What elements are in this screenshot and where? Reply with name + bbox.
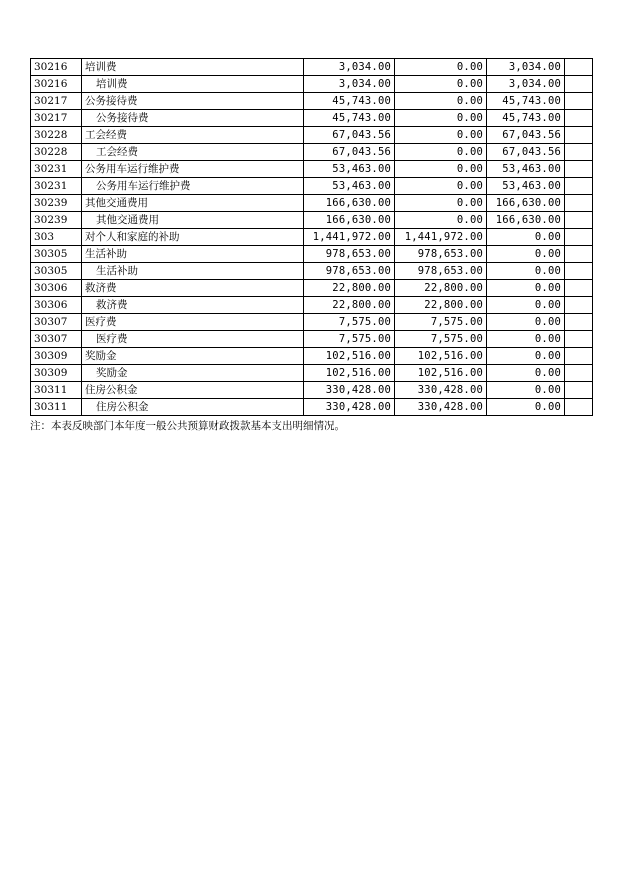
cell-subject-code: 30216: [31, 59, 82, 76]
cell-public-expense: 45,743.00: [487, 93, 565, 110]
cell-public-expense: 0.00: [487, 297, 565, 314]
cell-total: 330,428.00: [304, 399, 395, 416]
table-row: [31, 212, 593, 229]
cell-personnel-expense: 0.00: [395, 110, 487, 127]
cell-subject-name: 其他交通费用: [82, 195, 304, 212]
cell-personnel-expense: 978,653.00: [395, 246, 487, 263]
table-footnote: 注：本表反映部门本年度一般公共预算财政拨款基本支出明细情况。: [30, 420, 345, 432]
cell-total: 45,743.00: [304, 93, 395, 110]
cell-subject-name: 工会经费: [82, 144, 304, 161]
cell-public-expense: 67,043.56: [487, 127, 565, 144]
cell-subject-code: 30305: [31, 246, 82, 263]
cell-public-expense: 53,463.00: [487, 178, 565, 195]
cell-subject-code: 30307: [31, 331, 82, 348]
cell-personnel-expense: 0.00: [395, 195, 487, 212]
cell-public-expense: 0.00: [487, 314, 565, 331]
cell-personnel-expense: 0.00: [395, 59, 487, 76]
cell-subject-code: 30231: [31, 178, 82, 195]
table-row: [31, 178, 593, 195]
cell-public-expense: 0.00: [487, 348, 565, 365]
cell-blank: [565, 331, 593, 348]
cell-personnel-expense: 22,800.00: [395, 297, 487, 314]
cell-personnel-expense: 7,575.00: [395, 331, 487, 348]
table-row: [31, 144, 593, 161]
cell-public-expense: 0.00: [487, 382, 565, 399]
cell-total: 166,630.00: [304, 212, 395, 229]
cell-subject-code: 30311: [31, 382, 82, 399]
basic-expenditure-table: [30, 58, 593, 416]
cell-total: 53,463.00: [304, 178, 395, 195]
cell-subject-name: 培训费: [82, 76, 304, 93]
table-row: [31, 365, 593, 382]
cell-personnel-expense: 7,575.00: [395, 314, 487, 331]
table-row: [31, 76, 593, 93]
cell-public-expense: 3,034.00: [487, 76, 565, 93]
table-row: [31, 382, 593, 399]
cell-personnel-expense: 330,428.00: [395, 382, 487, 399]
cell-total: 22,800.00: [304, 297, 395, 314]
cell-subject-name: 培训费: [82, 59, 304, 76]
cell-total: 166,630.00: [304, 195, 395, 212]
cell-total: 102,516.00: [304, 348, 395, 365]
cell-personnel-expense: 0.00: [395, 212, 487, 229]
cell-blank: [565, 110, 593, 127]
cell-subject-code: 30228: [31, 144, 82, 161]
cell-blank: [565, 144, 593, 161]
cell-blank: [565, 382, 593, 399]
table-row: [31, 93, 593, 110]
cell-personnel-expense: 102,516.00: [395, 365, 487, 382]
table-row: [31, 246, 593, 263]
cell-total: 67,043.56: [304, 144, 395, 161]
cell-subject-code: 30217: [31, 110, 82, 127]
cell-subject-code: 30239: [31, 195, 82, 212]
cell-blank: [565, 399, 593, 416]
cell-subject-name: 公务用车运行维护费: [82, 161, 304, 178]
cell-blank: [565, 229, 593, 246]
budget-sheet: [30, 58, 562, 433]
cell-personnel-expense: 0.00: [395, 93, 487, 110]
table-row: [31, 263, 593, 280]
cell-subject-name: 医疗费: [82, 314, 304, 331]
cell-blank: [565, 76, 593, 93]
cell-total: 330,428.00: [304, 382, 395, 399]
cell-blank: [565, 195, 593, 212]
cell-subject-name: 对个人和家庭的补助: [82, 229, 304, 246]
cell-total: 53,463.00: [304, 161, 395, 178]
cell-subject-name: 其他交通费用: [82, 212, 304, 229]
table-row: [31, 59, 593, 76]
cell-blank: [565, 348, 593, 365]
cell-personnel-expense: 1,441,972.00: [395, 229, 487, 246]
cell-blank: [565, 246, 593, 263]
cell-total: 45,743.00: [304, 110, 395, 127]
cell-subject-name: 救济费: [82, 280, 304, 297]
cell-subject-name: 生活补助: [82, 246, 304, 263]
cell-subject-name: 公务接待费: [82, 93, 304, 110]
cell-total: 3,034.00: [304, 59, 395, 76]
table-row: [31, 348, 593, 365]
cell-blank: [565, 93, 593, 110]
cell-subject-name: 救济费: [82, 297, 304, 314]
cell-subject-code: 30217: [31, 93, 82, 110]
cell-blank: [565, 280, 593, 297]
cell-subject-code: 30306: [31, 297, 82, 314]
cell-public-expense: 0.00: [487, 399, 565, 416]
cell-personnel-expense: 0.00: [395, 144, 487, 161]
cell-subject-name: 奖励金: [82, 365, 304, 382]
cell-blank: [565, 314, 593, 331]
cell-subject-name: 公务用车运行维护费: [82, 178, 304, 195]
cell-public-expense: 45,743.00: [487, 110, 565, 127]
cell-subject-code: 303: [31, 229, 82, 246]
cell-subject-name: 奖励金: [82, 348, 304, 365]
cell-public-expense: 166,630.00: [487, 195, 565, 212]
cell-public-expense: 0.00: [487, 331, 565, 348]
cell-blank: [565, 59, 593, 76]
cell-subject-name: 住房公积金: [82, 382, 304, 399]
cell-personnel-expense: 0.00: [395, 161, 487, 178]
cell-total: 7,575.00: [304, 314, 395, 331]
cell-blank: [565, 263, 593, 280]
table-row: [31, 110, 593, 127]
table-row: [31, 229, 593, 246]
cell-public-expense: 53,463.00: [487, 161, 565, 178]
cell-personnel-expense: 0.00: [395, 76, 487, 93]
cell-public-expense: 3,034.00: [487, 59, 565, 76]
table-row: [31, 195, 593, 212]
table-row: [31, 399, 593, 416]
table-body: [31, 59, 593, 416]
cell-subject-code: 30309: [31, 365, 82, 382]
table-row: [31, 280, 593, 297]
cell-public-expense: 166,630.00: [487, 212, 565, 229]
cell-personnel-expense: 0.00: [395, 178, 487, 195]
cell-subject-code: 30311: [31, 399, 82, 416]
cell-total: 7,575.00: [304, 331, 395, 348]
cell-personnel-expense: 102,516.00: [395, 348, 487, 365]
cell-subject-name: 医疗费: [82, 331, 304, 348]
cell-subject-name: 生活补助: [82, 263, 304, 280]
cell-public-expense: 0.00: [487, 229, 565, 246]
cell-subject-name: 工会经费: [82, 127, 304, 144]
table-row: [31, 297, 593, 314]
cell-public-expense: 0.00: [487, 246, 565, 263]
cell-total: 978,653.00: [304, 263, 395, 280]
cell-subject-code: 30231: [31, 161, 82, 178]
cell-total: 102,516.00: [304, 365, 395, 382]
cell-public-expense: 0.00: [487, 263, 565, 280]
cell-total: 22,800.00: [304, 280, 395, 297]
cell-personnel-expense: 0.00: [395, 127, 487, 144]
cell-subject-code: 30305: [31, 263, 82, 280]
cell-subject-name: 公务接待费: [82, 110, 304, 127]
cell-subject-code: 30306: [31, 280, 82, 297]
cell-subject-name: 住房公积金: [82, 399, 304, 416]
cell-total: 978,653.00: [304, 246, 395, 263]
cell-blank: [565, 127, 593, 144]
cell-subject-code: 30239: [31, 212, 82, 229]
cell-personnel-expense: 978,653.00: [395, 263, 487, 280]
cell-subject-code: 30216: [31, 76, 82, 93]
table-row: [31, 331, 593, 348]
cell-public-expense: 67,043.56: [487, 144, 565, 161]
cell-public-expense: 0.00: [487, 365, 565, 382]
cell-total: 67,043.56: [304, 127, 395, 144]
cell-personnel-expense: 330,428.00: [395, 399, 487, 416]
cell-total: 3,034.00: [304, 76, 395, 93]
table-row: [31, 314, 593, 331]
cell-blank: [565, 178, 593, 195]
cell-blank: [565, 161, 593, 178]
cell-total: 1,441,972.00: [304, 229, 395, 246]
cell-public-expense: 0.00: [487, 280, 565, 297]
cell-subject-code: 30228: [31, 127, 82, 144]
cell-subject-code: 30307: [31, 314, 82, 331]
cell-blank: [565, 365, 593, 382]
cell-subject-code: 30309: [31, 348, 82, 365]
table-row: [31, 127, 593, 144]
cell-personnel-expense: 22,800.00: [395, 280, 487, 297]
cell-blank: [565, 297, 593, 314]
cell-blank: [565, 212, 593, 229]
table-row: [31, 161, 593, 178]
